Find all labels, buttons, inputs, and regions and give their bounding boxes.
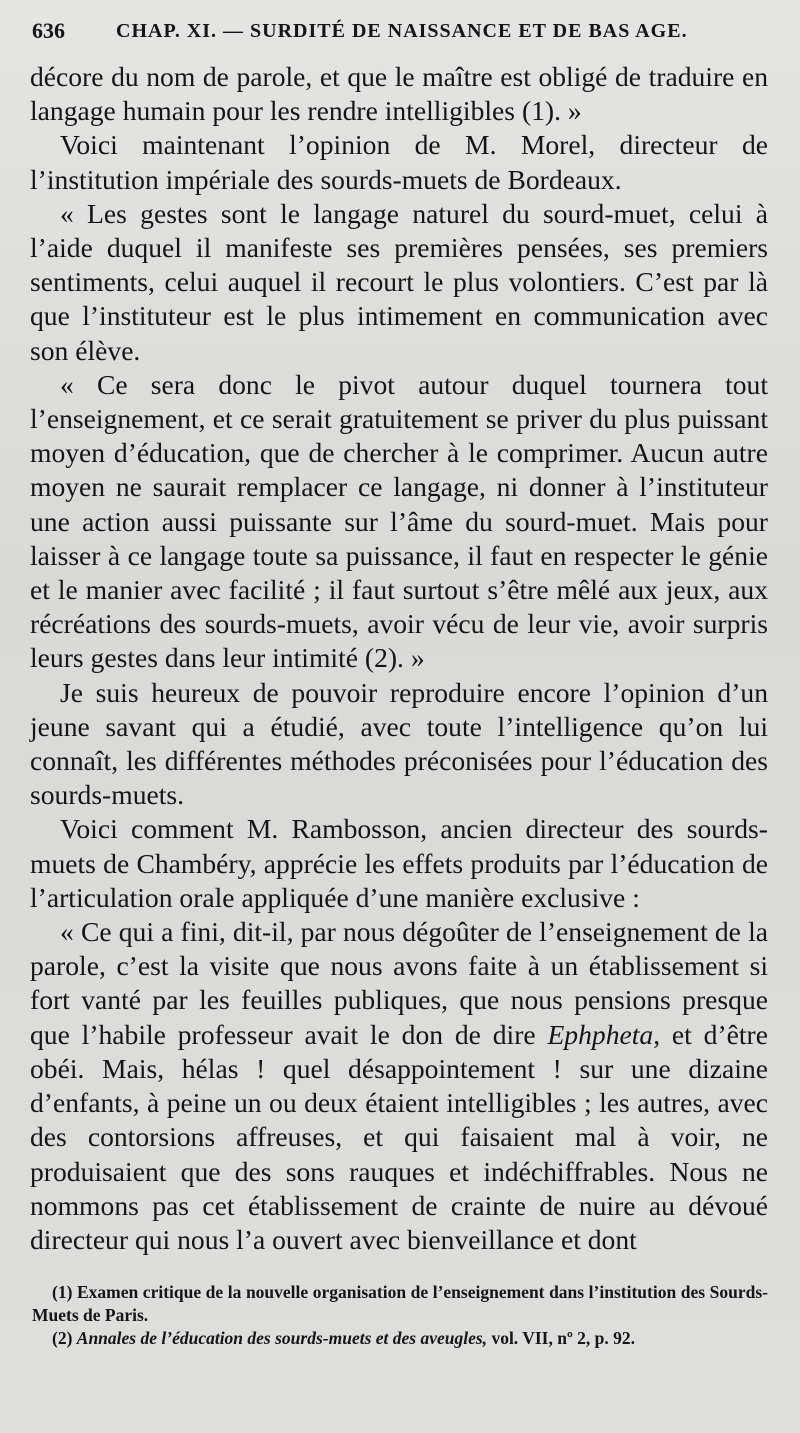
italic-word: Ephpheta	[547, 1018, 654, 1050]
paragraph: décore du nom de parole, et que le maître est obligé de traduire en langage humain pour les rendre intelligibles (1). »	[30, 61, 768, 127]
footnotes	[32, 1281, 768, 1350]
paragraph: Voici maintenant l’opinion de M. Morel, directeur de l’institution impériale des sourds-muets de Bordeaux.	[30, 129, 768, 195]
page-header	[32, 18, 770, 48]
paragraph: Voici comment M. Rambosson, ancien directeur des sourds-muets de Chambéry, apprécie les effets produits par l’éducation de l’articulation orale appliquée d’une manière exclusive :	[30, 813, 768, 913]
paragraph: « Ce sera donc le pivot autour duquel tournera tout l’enseignement, et ce serait gratuitement se priver du plus puissant moyen d’éducation, que de chercher à le comprimer. Aucun autre moyen ne saurait remplacer ce langage, ni donner à l’instituteur une action aussi puissante sur l’âme du sourd-muet. Mais pour laisser à ce langage toute sa puissance, il faut en respecter le génie et le manier avec facilité ; il faut surtout s’être mêlé aux jeux, aux récréations des sourds-muets, avoir vécu de leur vie, avoir surpris leurs gestes dans leur intimité (2). »	[30, 368, 768, 674]
paragraph	[30, 915, 768, 1257]
paragraph: Je suis heureux de pouvoir reproduire encore l’opinion d’un jeune savant qui a étudié, avec toute l’intelligence qu’on lui connaît, les différentes méthodes préconisées pour l’éducation des sourds-muets.	[30, 676, 768, 811]
footnote-marker: (2)	[52, 1328, 77, 1348]
paragraph: « Les gestes sont le langage naturel du sourd-muet, celui à l’aide duquel il manifeste ses premières pensées, ses premiers sentiments, celui auquel il recourt le plus volontiers. C’est par là que l’instituteur est le plus intimement en communication avec son élève.	[30, 197, 768, 366]
running-head: CHAP. XI. — SURDITÉ DE NAISSANCE ET DE BAS AGE.	[116, 20, 688, 42]
paragraph-text: « Ce qui a fini, dit-il, par nous dégoûter de l’enseignement de la parole, c’est la visite que nous avons faite à un établissement si fort vanté par les feuilles publiques, que nous pensions presque que l’habile professeur avait le don de dire	[30, 916, 768, 1050]
footnote: (1) Examen critique de la nouvelle organisation de l’enseignement dans l’institution des Sourds-Muets de Paris.	[32, 1282, 768, 1325]
page-number: 636	[32, 18, 65, 43]
footnote-text: vol. VII, nº 2, p. 92.	[487, 1328, 635, 1348]
paragraph-text: , et d’être obéi. Mais, hélas ! quel désappointement ! sur une dizaine d’enfants, à peine un ou deux étaient intelligibles ; les autres, avec des contorsions affreuses, et qui faisaient mal à voir, ne produisaient que des sons rauques et indéchiffrables. Nous ne nommons pas cet établissement de crainte de nuire au dévoué directeur qui nous l’a ouvert avec bienveillance et dont	[30, 1018, 768, 1255]
footnote-title: Annales de l’éducation des sourds-muets et des aveugles,	[76, 1328, 488, 1348]
body-text	[30, 60, 768, 1257]
footnote	[32, 1327, 768, 1350]
